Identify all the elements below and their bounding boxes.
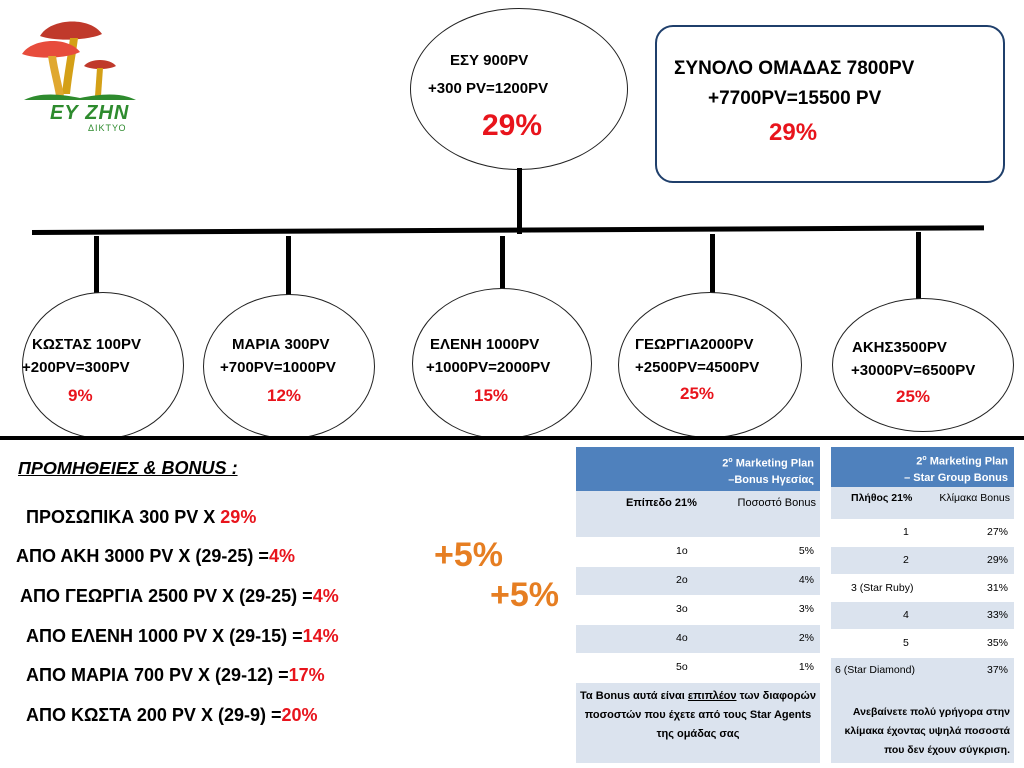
bonus-line-value: 4% xyxy=(312,586,339,606)
bonus-line-value: 17% xyxy=(288,665,325,685)
connector-akis xyxy=(916,232,921,300)
bonus-line-text: ΑΠΟ ΚΩΣΤΑ 200 PV X (29-9) = xyxy=(26,705,282,725)
table-cell-bonus: 1% xyxy=(798,661,814,673)
table-cell-level: 3ο xyxy=(676,603,688,615)
logo-subtitle: ΔΙΚΤΥΟ xyxy=(88,123,127,133)
table-row xyxy=(576,595,820,624)
star-table-title-line1 xyxy=(831,451,1008,470)
star-col-bonus: Κλίμακα Bonus xyxy=(939,492,1010,504)
leadership-title-sup: ο xyxy=(728,457,733,464)
bonus-line-text: ΑΠΟ ΑΚΗ 3000 PV X (29-25) = xyxy=(16,546,269,566)
leadership-table-title-line1 xyxy=(576,453,814,472)
member-kostas-percent: 9% xyxy=(68,386,93,405)
table-cell-bonus: 37% xyxy=(986,664,1008,676)
table-cell-level: 2ο xyxy=(676,574,688,586)
table-cell-count: 6 (Star Diamond) xyxy=(835,664,915,676)
table-cell-level: 5ο xyxy=(676,661,688,673)
member-eleni-percent: 15% xyxy=(474,386,509,405)
table-cell-bonus: 31% xyxy=(986,582,1008,594)
bonus-line-georgia xyxy=(20,586,339,607)
member-georgia-line1: ΓΕΩΡΓΙΑ2000PV xyxy=(635,336,754,353)
logo-title: ΕΥ ΖΗΝ xyxy=(50,102,130,124)
table-row xyxy=(576,537,820,566)
member-georgia-percent: 25% xyxy=(680,384,715,403)
star-title-text: Marketing Plan xyxy=(926,455,1008,468)
connector-georgia xyxy=(710,234,715,296)
star-table-footer: Ανεβαίνετε πολύ γρήγορα στην κλίμακα έχοντας υψηλά ποσοστά που δεν έχουν σύγκριση. xyxy=(831,699,1014,763)
star-col-count: Πλήθος 21% xyxy=(851,492,913,504)
bonus-line-personal xyxy=(26,507,256,528)
top-node-percent: 29% xyxy=(482,109,543,142)
table-cell-bonus: 4% xyxy=(798,574,814,586)
connector-kostas xyxy=(94,236,99,298)
leadership-title-text: Marketing Plan xyxy=(732,457,814,470)
bonus-line-value: 14% xyxy=(302,626,339,646)
leadership-col-level: Επίπεδο 21% xyxy=(626,497,697,509)
connector-maria xyxy=(286,236,291,296)
table-row xyxy=(831,519,1014,546)
table-cell-bonus: 35% xyxy=(986,637,1008,649)
table-row xyxy=(831,629,1014,657)
table-row xyxy=(831,657,1014,685)
top-node-line2: +300 PV=1200PV xyxy=(428,80,549,97)
table-cell-bonus: 29% xyxy=(986,554,1008,566)
table-cell-bonus: 27% xyxy=(986,526,1008,538)
table-row xyxy=(576,566,820,595)
extra-bonus-2: +5% xyxy=(490,576,559,614)
member-kostas-line2: +200PV=300PV xyxy=(22,359,130,376)
table-cell-bonus: 3% xyxy=(798,603,814,615)
table-cell-bonus: 5% xyxy=(798,545,814,557)
star-title-sup: ο xyxy=(922,455,927,462)
bonus-line-maria xyxy=(26,665,325,686)
member-maria-line2: +700PV=1000PV xyxy=(220,359,336,376)
table-cell-level: 4ο xyxy=(676,632,688,644)
leadership-table-header xyxy=(576,447,820,491)
leadership-footer-text: Τα Bonus αυτά είναι xyxy=(580,690,688,702)
bonus-line-text: ΑΠΟ ΕΛΕΝΗ 1000 PV X (29-15) = xyxy=(26,626,303,646)
star-table-colheads xyxy=(831,487,1014,519)
leadership-col-bonus: Ποσοστό Bonus xyxy=(737,497,816,509)
star-group-bonus-table xyxy=(831,447,1014,763)
leadership-table-title-line2: –Bonus Ηγεσίας xyxy=(728,473,814,486)
bonus-title: ΠΡΟΜΗΘΕΙΕΣ & BONUS : xyxy=(18,458,238,478)
bonus-line-value: 29% xyxy=(220,507,257,527)
member-eleni-line2: +1000PV=2000PV xyxy=(426,359,551,376)
table-cell-count: 5 xyxy=(903,637,909,649)
member-georgia-line2: +2500PV=4500PV xyxy=(635,359,760,376)
bonus-line-text: ΠΡΟΣΩΠΙΚΑ 300 PV X xyxy=(26,507,221,527)
leadership-table-colheads xyxy=(576,491,820,537)
section-divider xyxy=(0,436,1024,440)
team-total-line2: +7700PV=15500 PV xyxy=(708,88,882,109)
bonus-line-text: ΑΠΟ ΓΕΩΡΓΙΑ 2500 PV X (29-25) = xyxy=(20,586,313,606)
table-cell-count: 4 xyxy=(903,609,909,621)
table-cell-count: 1 xyxy=(903,526,909,538)
top-node-line1: ΕΣΥ 900PV xyxy=(450,52,529,69)
table-row xyxy=(576,653,820,683)
leadership-table-footer xyxy=(576,685,820,763)
bonus-line-kostas xyxy=(26,705,318,726)
table-row xyxy=(576,624,820,653)
mushroom-logo-icon xyxy=(20,14,140,104)
connector-horizontal xyxy=(32,225,984,235)
star-title-number: 2 xyxy=(916,455,923,468)
team-total-line1: ΣΥΝΟΛΟ ΟΜΑΔΑΣ 7800PV xyxy=(674,58,915,79)
table-cell-count: 2 xyxy=(903,554,909,566)
bonus-line-akis xyxy=(16,546,295,567)
member-akis-line1: ΑΚΗΣ3500PV xyxy=(852,339,947,356)
member-maria-percent: 12% xyxy=(267,386,302,405)
table-row xyxy=(831,601,1014,629)
leadership-footer-text-end: των διαφορών ποσοστών που έχετε από τους Star Agents της ομάδας σας xyxy=(584,690,816,740)
table-cell-count: 3 (Star Ruby) xyxy=(851,582,914,594)
star-table-header xyxy=(831,447,1014,487)
connector-top xyxy=(517,168,522,234)
table-cell-bonus: 33% xyxy=(986,609,1008,621)
member-akis-percent: 25% xyxy=(896,387,931,406)
table-row xyxy=(831,546,1014,574)
table-row xyxy=(831,574,1014,601)
star-table-title-line2: – Star Group Bonus xyxy=(904,471,1008,484)
leadership-footer-underlined: επιπλέον xyxy=(687,690,737,702)
extra-bonus-1: +5% xyxy=(434,536,503,574)
leadership-bonus-table xyxy=(576,447,820,763)
table-cell-bonus: 2% xyxy=(798,632,814,644)
table-cell-level: 1ο xyxy=(676,545,688,557)
team-total-percent: 29% xyxy=(769,119,818,146)
bonus-line-value: 4% xyxy=(268,546,295,566)
member-maria-line1: ΜΑΡΙΑ 300PV xyxy=(232,336,330,353)
leadership-title-number: 2 xyxy=(722,457,729,470)
bonus-line-value: 20% xyxy=(281,705,318,725)
connector-eleni xyxy=(500,236,505,290)
bonus-line-text: ΑΠΟ ΜΑΡΙΑ 700 PV X (29-12) = xyxy=(26,665,289,685)
bonus-line-eleni xyxy=(26,626,339,647)
logo xyxy=(20,14,140,133)
member-eleni-line1: ΕΛΕΝΗ 1000PV xyxy=(430,336,540,353)
member-kostas-line1: ΚΩΣΤΑΣ 100PV xyxy=(32,336,141,353)
member-akis-line2: +3000PV=6500PV xyxy=(851,362,976,379)
